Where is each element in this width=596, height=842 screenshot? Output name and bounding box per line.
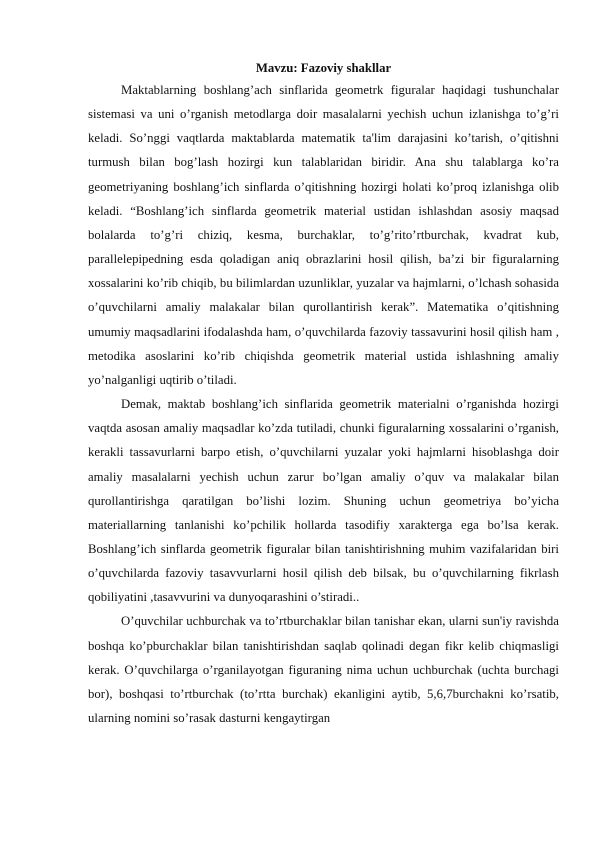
paragraph-1: Maktablarning boshlang’ach sinflarida geometrk figuralar haqidagi tushunchalar sistemasi va uni o’rganish metodlarga doir masalalarni yechish uchun izlanishga to’g’ri keladi. So’nggi vaqtlarda maktablarda matematik ta'lim darajasini ko’tarish, o’qitishni turmush bilan bog’lash hozirgi kun talablaridan biridir. Ana shu talablarga ko’ra geometriyaning boshlang’ich sinflarda o’qitishning hozirgi holati ko’proq izlanishga olib keladi. “Boshlang’ich sinflarda geometrik material ustidan ishlashdan asosiy maqsad bolalarda to’g’ri chiziq, kesma, burchaklar, to’g’rito’rtburchak, kvadrat kub, parallelepipedning esda qoladigan aniq obrazlarini hosil qilish, ba’zi bir figuralarning xossalarini ko’rib chiqib, bu bilimlardan uzunliklar, yuzalar va hajmlarni, o’lchash sohasida o’quvchilarni amaliy malakalar bilan qurollantirish kerak”. Matematika o’qitishning umumiy maqsadlarini ifodalashda ham, o’quvchilarda fazoviy tassavurini hosil qilish ham , metodika asoslarini ko’rib chiqishda geometrik material ustida ishlashning amaliy yo’nalganligi uqtirib o’tiladi.	[88, 83, 559, 387]
page-title: Mavzu: Fazoviy shakllar	[255, 61, 392, 75]
paragraph-2: Demak, maktab boshlang’ich sinflarida geometrik materialni o’rganishda hozirgi vaqtda asosan amaliy maqsadlar ko’zda tutiladi, chunki figuralarning xossalarini o’rganish, kerakli tassavurlarni barpo etish, o’quvchilarni yuzalar yoki hajmlarni hisoblashga doir amaliy masalalarni yechish uchun zarur bo’lgan amaliy o’quv va malakalar bilan qurollantirishga qaratilgan bo’lishi lozim. Shuning uchun geometriya bo’yicha materiallarning tanlanishi ko’pchilik hollarda tasodifiy xarakterga ega bo’lsa kerak. Boshlang’ich sinflarda geometrik figuralar bilan tanishtirishning muhim vazifalaridan biri o’quvchilarda fazoviy tasavvurlarni hosil qilish deb bilsak, bu o’quvchilarning fikrlash qobiliyatini ,tasavvurini va dunyoqarashini o’stiradi..	[88, 397, 559, 605]
document-page	[88, 56, 559, 730]
paragraph-3: O’quvchilar uchburchak va to’rtburchaklar bilan tanishar ekan, ularni sun'iy ravishda boshqa ko’pburchaklar bilan tanishtirishdan saqlab qolinadi degan fikr kelib chiqmasligi kerak. O’quvchilarga o’rganilayotgan figuraning nima uchun uchburchak (uchta burchagi bor), boshqasi to’rtburchak (to’rtta burchak) ekanligini aytib, 5,6,7burchakni ko’rsatib, ularning nomini so’rasak dasturni kengaytirgan	[88, 614, 559, 726]
